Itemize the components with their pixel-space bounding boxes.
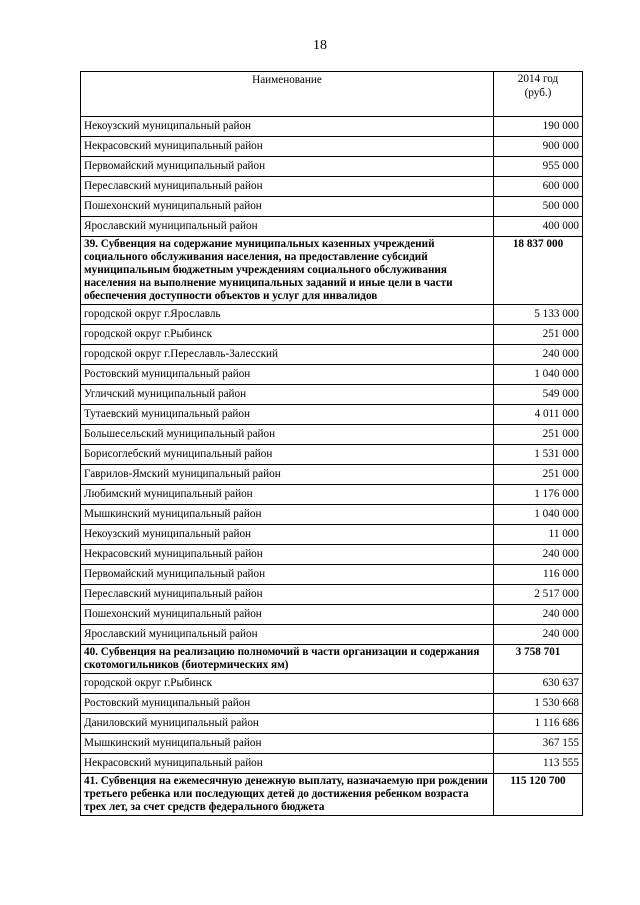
amount: 600 000: [494, 177, 583, 197]
amount: 2 517 000: [494, 585, 583, 605]
table-row: [81, 465, 583, 485]
recipient-name: Некрасовский муниципальный район: [81, 754, 494, 774]
amount: 251 000: [494, 425, 583, 445]
recipient-name: Даниловский муниципальный район: [81, 714, 494, 734]
amount: 1 040 000: [494, 365, 583, 385]
section-title: 39. Субвенция на содержание муниципальных казенных учреждений социального обслуживания населения, на предоставление субсидий муниципальным бюджетным учреждениям социального обслуживания населения на выполнение муниципальных заданий и иные цели в части обеспечения доступности объектов и услуг для инвалидов: [81, 237, 494, 305]
recipient-name: Мышкинский муниципальный район: [81, 505, 494, 525]
recipient-name: Некрасовский муниципальный район: [81, 545, 494, 565]
section-row: [81, 774, 583, 816]
recipient-name: Переславский муниципальный район: [81, 585, 494, 605]
amount: 5 133 000: [494, 305, 583, 325]
amount: 190 000: [494, 117, 583, 137]
recipient-name: Пошехонский муниципальный район: [81, 605, 494, 625]
recipient-name: Ростовский муниципальный район: [81, 694, 494, 714]
recipient-name: Ярославский муниципальный район: [81, 217, 494, 237]
recipient-name: Первомайский муниципальный район: [81, 565, 494, 585]
amount: 116 000: [494, 565, 583, 585]
recipient-name: Ростовский муниципальный район: [81, 365, 494, 385]
recipient-name: Мышкинский муниципальный район: [81, 734, 494, 754]
budget-table: [80, 71, 583, 816]
amount: 630 637: [494, 674, 583, 694]
amount: 955 000: [494, 157, 583, 177]
section-amount: 115 120 700: [494, 774, 583, 816]
header-row: [81, 72, 583, 117]
amount: 240 000: [494, 345, 583, 365]
table-row: [81, 137, 583, 157]
section-title: 41. Субвенция на ежемесячную денежную выплату, назначаемую при рождении третьего ребенка или последующих детей до достижения ребенком возраста трех лет, за счет средств федерального бюджета: [81, 774, 494, 816]
amount: 367 155: [494, 734, 583, 754]
recipient-name: Большесельский муниципальный район: [81, 425, 494, 445]
table-row: [81, 325, 583, 345]
amount: 251 000: [494, 325, 583, 345]
amount: 11 000: [494, 525, 583, 545]
table-row: [81, 425, 583, 445]
table-row: [81, 505, 583, 525]
header-unit-label: (руб.): [524, 87, 552, 99]
table-row: [81, 565, 583, 585]
amount: 4 011 000: [494, 405, 583, 425]
recipient-name: Ярославский муниципальный район: [81, 625, 494, 645]
table-row: [81, 525, 583, 545]
amount: 549 000: [494, 385, 583, 405]
amount: 251 000: [494, 465, 583, 485]
table-row: [81, 754, 583, 774]
amount: 240 000: [494, 545, 583, 565]
table-row: [81, 714, 583, 734]
amount: 240 000: [494, 605, 583, 625]
recipient-name: Тутаевский муниципальный район: [81, 405, 494, 425]
page-number: 18: [313, 38, 327, 53]
recipient-name: Первомайский муниципальный район: [81, 157, 494, 177]
table-header: [81, 72, 583, 117]
amount: 113 555: [494, 754, 583, 774]
table-row: [81, 177, 583, 197]
recipient-name: Переславский муниципальный район: [81, 177, 494, 197]
section-amount: 3 758 701: [494, 645, 583, 674]
recipient-name: Некоузский муниципальный район: [81, 525, 494, 545]
table-row: [81, 734, 583, 754]
amount: 1 040 000: [494, 505, 583, 525]
recipient-name: Гаврилов-Ямский муниципальный район: [81, 465, 494, 485]
recipient-name: городской округ г.Рыбинск: [81, 325, 494, 345]
table-row: [81, 217, 583, 237]
column-header-name: Наименование: [81, 72, 494, 117]
table-row: [81, 674, 583, 694]
table-row: [81, 625, 583, 645]
amount: 1 176 000: [494, 485, 583, 505]
table-row: [81, 365, 583, 385]
table-row: [81, 117, 583, 137]
amount: 1 531 000: [494, 445, 583, 465]
table-row: [81, 305, 583, 325]
header-year-label: 2014 год: [517, 73, 559, 85]
column-header-year: [494, 72, 583, 117]
recipient-name: Пошехонский муниципальный район: [81, 197, 494, 217]
table-row: [81, 585, 583, 605]
recipient-name: Некоузский муниципальный район: [81, 117, 494, 137]
section-title: 40. Субвенция на реализацию полномочий в части организации и содержания скотомогильников (биотермических ям): [81, 645, 494, 674]
table-row: [81, 197, 583, 217]
amount: 500 000: [494, 197, 583, 217]
table-row: [81, 545, 583, 565]
amount: 400 000: [494, 217, 583, 237]
recipient-name: городской округ г.Ярославль: [81, 305, 494, 325]
recipient-name: Некрасовский муниципальный район: [81, 137, 494, 157]
table-row: [81, 385, 583, 405]
amount: 1 530 668: [494, 694, 583, 714]
section-row: [81, 645, 583, 674]
table-row: [81, 157, 583, 177]
table-row: [81, 694, 583, 714]
recipient-name: городской округ г.Переславль-Залесский: [81, 345, 494, 365]
table-row: [81, 405, 583, 425]
section-row: [81, 237, 583, 305]
table-body: [81, 117, 583, 816]
amount: 900 000: [494, 137, 583, 157]
recipient-name: Угличский муниципальный район: [81, 385, 494, 405]
recipient-name: городской округ г.Рыбинск: [81, 674, 494, 694]
amount: 1 116 686: [494, 714, 583, 734]
amount: 240 000: [494, 625, 583, 645]
table-row: [81, 605, 583, 625]
recipient-name: Любимский муниципальный район: [81, 485, 494, 505]
section-amount: 18 837 000: [494, 237, 583, 305]
table-row: [81, 345, 583, 365]
table-row: [81, 485, 583, 505]
table-row: [81, 445, 583, 465]
recipient-name: Борисоглебский муниципальный район: [81, 445, 494, 465]
